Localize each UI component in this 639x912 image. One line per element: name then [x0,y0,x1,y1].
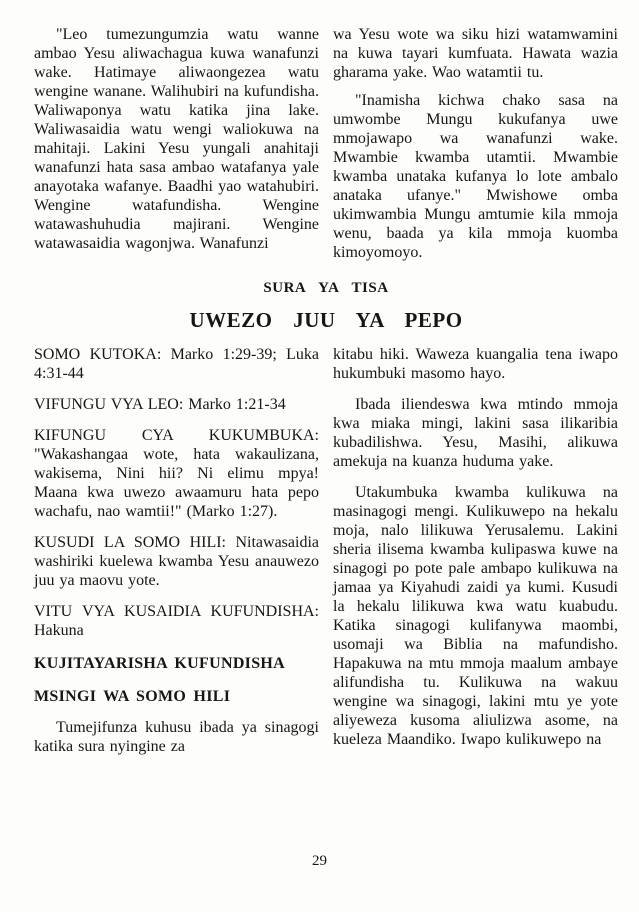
lesson-somo-kutoka: SOMO KUTOKA: Marko 1:29-39; Luka 4:31-44 [34,346,319,382]
lesson-vifungu-vya-leo: VIFUNGU VYA LEO: Marko 1:21-34 [34,396,286,413]
chapter-kicker: SURA YA TISA [263,280,389,296]
intro-right-column [333,25,618,262]
lesson-section [34,345,618,756]
lesson-left-column [34,345,319,756]
lesson-right-paragraph-ibada: Ibada iliendeswa kwa mtindo mmoja kwa miaka mingi, lakini sasa ilikaribia kubadilishwa. Yesu, Masihi, alikuwa amekuja na kuanza huduma yake. [333,396,618,470]
intro-section [34,25,618,262]
lesson-vitu-vya-kusaidia: VITU VYA KUSAIDIA KUFUNDISHA: Hakuna [34,603,319,639]
intro-left-column [34,25,319,262]
lesson-right-column [333,345,618,756]
intro-right-paragraph-continuation: wa Yesu wote wa siku hizi watamwamini na kuwa tayari kumfuata. Hawata wazia gharama yake. Wao watamtii tu. [333,26,618,81]
chapter-heading-section [34,279,618,330]
intro-left-paragraph: "Leo tumezungumzia watu wanne ambao Yesu aliwachagua kuwa wanafunzi wake. Hatimaye aliwaongezea watu wengine wanane. Walihubiri na kufundisha. Waliwaponya watu katika jina lake. Waliwasaidia watu wengi waliokuwa na mahitaji. Lakini Yesu yungali anahitaji wanafunzi hata sasa ambao watafanya yale anayotaka wafanye. Baadhi yao watahubiri. Wengine watafundisha. Wengine watawashuhudia majirani. Wengine watawasaidia wagonjwa. Wanafunzi [34,26,320,252]
chapter-title: UWEZO JUU YA PEPO [189,308,463,332]
intro-right-paragraph-prayer: "Inamisha kichwa chako sasa na umwombe Mungu kukufanya uwe mmojawapo wa wanafunzi wake. Mwambie kwamba utamtii. Mwambie kwamba unataka kufanya lo lote ambalo anataka ufanye." Mwishowe omba ukimwambia Mungu amtumie kila mmoja wenu, baada ya kila mmoja kuomba kimoyomoyo. [333,92,618,261]
lesson-kusudi-la-somo: KUSUDI LA SOMO HILI: Nitawasaidia washiriki kuelewa kwamba Yesu anauwezo juu ya maovu yote. [34,534,319,589]
lesson-kifungu-cya-kukumbuka: KIFUNGU CYA KUKUMBUKA: "Wakashangaa wote, hata wakaulizana, wakisema, Nini hii? Ni elimu mpya! Maana kwa uwezo awaamuru hata pepo wachafu, nao wamtii!" (Marko 1:27). [34,427,319,520]
page-number: 29 [312,853,327,869]
lesson-right-paragraph-utakumbuka: Utakumbuka kwamba kulikuwa na masinagogi mengi. Kulikuwepo na hekalu moja, nalo lilikuwa Yerusalemu. Lakini sheria ilisema kwamba kulipaswa kuwe na sinagogi po pote pale ambapo kulikuwa na jamaa ya Kiyahudi zaidi ya kumi. Kusudi la hekalu lilikuwa kwa watu kuabudu. Katika sinagogi kulifanywa maombi, usomaji wa Biblia na mafundisho. Hapakuwa na mtu mmoja maalum ambaye alifundisha tu. Kulikuwa na wakuu wengine wa sinagogi, lakini mtu ye yote aliyeweza kusoma aliulizwa asome, na kueleza Maandiko. Iwapo kulikuwepo na [333,484,618,748]
lesson-heading-msingi: MSINGI WA SOMO HILI [34,688,231,705]
lesson-heading-kujitayarisha: KUJITAYARISHA KUFUNDISHA [34,655,285,672]
lesson-right-paragraph-continuation: kitabu hiki. Waweza kuangalia tena iwapo hukumbuki masomo hayo. [333,346,618,382]
lesson-left-paragraph: Tumejifunza kuhusu ibada ya sinagogi katika sura nyingine za [34,719,319,755]
